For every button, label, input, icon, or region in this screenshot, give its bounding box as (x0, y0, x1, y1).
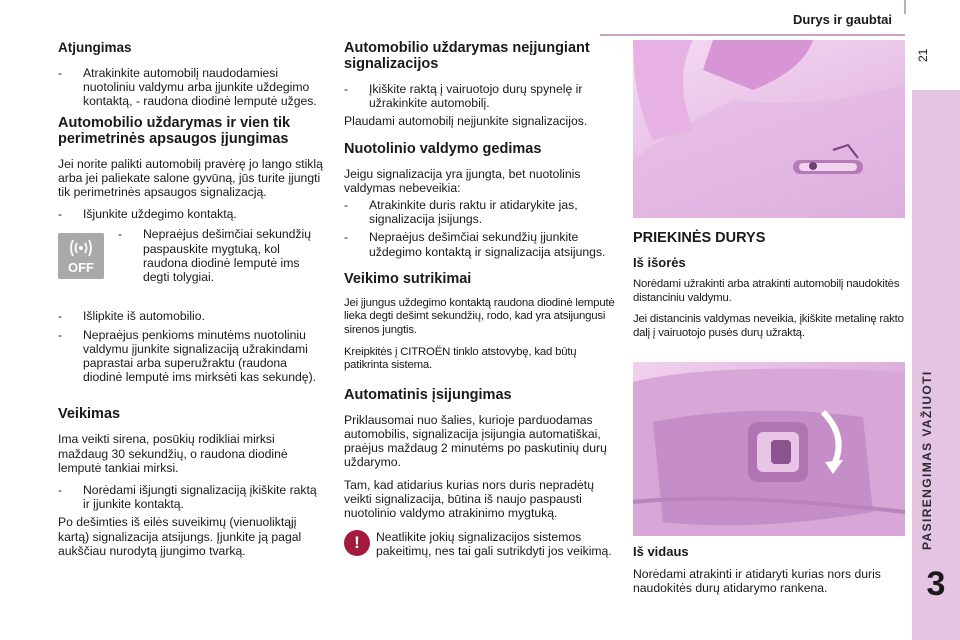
chapter-number: 3 (926, 565, 946, 603)
section-title-perimetrine: Automobilio uždarymas ir vien tik perimetrinės apsaugos įjungimas (58, 114, 291, 147)
warning-icon: ! (344, 530, 370, 556)
section-title-veikimas: Veikimas (58, 406, 121, 423)
section-title-automatinis: Automatinis įsijungimas (344, 386, 512, 403)
alarm-off-button-icon (58, 233, 104, 279)
section-title-priekines: PRIEKINĖS DURYS (633, 230, 766, 246)
section-title-uzdarymas: Automobilio uždarymas neįjungiant signalizacijos (344, 40, 590, 72)
paragraph: Jeigu signalizacija yra įjungta, bet nuotolinis valdymas nebeveikia: (344, 166, 581, 195)
car-door-interior-illustration (633, 362, 905, 536)
paragraph: Kreipkitės į CITROËN tinklo atstovybę, kad būtų patikrinta sistema. (344, 345, 577, 372)
paragraph: Jei įjungus uždegimo kontaktą raudona diodinė lemputė lieka degti dešimt sekundžių, rodo, kad yra atsijungusi sirenos jungtis. (344, 296, 615, 337)
section-title-nuotolinio: Nuotolinio valdymo gedimas (344, 140, 542, 157)
warning-note (344, 530, 619, 558)
paragraph: Jei norite palikti automobilį pravėrę jo lango stiklą arba jei paliekate salone gyvūną, jūs turite įjungti tik perimetrinės apsaugos signalizacją. (58, 156, 323, 200)
list-item: - Įkiškite raktą į vairuotojo durų spynelę ir užrakinkite automobilį. (344, 82, 619, 110)
chapter-side-tab: PASIRENGIMAS VAŽIUOTI (912, 90, 960, 640)
header-tick (904, 0, 906, 14)
paragraph: Priklausomai nuo šalies, kurioje parduodamas automobilis, signalizacija įsijungia automatiškai, praėjus maždaug 2 minutėms po paskutinių durų uždarymo. (344, 412, 607, 470)
list-item: - Norėdami išjungti signalizaciją įkiškite raktą ir įjunkite kontaktą. (58, 483, 326, 511)
column-left (58, 40, 326, 566)
list-item: - Atrakinkite automobilį naudodamiesi nuotoliniu valdymu arba įjunkite uždegimo kontaktą, - raudona diodinė lemputė užges. (58, 66, 326, 109)
paragraph: Tam, kad atidarius kurias nors duris nepradėtų veikti signalizacija, būtina iš naujo paspausti nuotolinio valdymo atrakinimo mygtuką. (344, 477, 594, 521)
list-item: - Nepraėjus penkioms minutėms nuotoliniu valdymu įjunkite signalizaciją užrakindami paprastai arba superužraktu (raudona diodinė lemputė ims mirksėti kas sekundę). (58, 328, 326, 385)
warning-text: Neatlikite jokių signalizacijos sistemos pakeitimų, nes tai gali sutrikdyti jos veikimą. (376, 530, 612, 559)
list-item: - Nepraėjus dešimčiai sekundžių įjunkite uždegimo kontaktą ir signalizacija atsijungs. (344, 230, 619, 258)
off-button-instruction (58, 227, 326, 301)
door-handle-interior-image (633, 362, 905, 536)
paragraph: Norėdami užrakinti arba atrakinti automobilį naudokitės distanciniu valdymu. (633, 278, 900, 304)
list-item: - Išjunkite uždegimo kontaktą. (58, 207, 326, 221)
list-item: - Atrakinkite duris raktu ir atidarykite jas, signalizacija įsijungs. (344, 198, 619, 226)
list-item: - Išlipkite iš automobilio. (58, 309, 326, 323)
column-right-bottom (633, 545, 905, 604)
paragraph: Jei distancinis valdymas neveikia, įkiškite metalinę rakto dalį į vairuotojo pusės durų užraktą. (633, 313, 904, 339)
off-label: OFF (68, 260, 94, 276)
subsection-title-isores: Iš išorės (633, 255, 686, 270)
page-number: 21 (916, 48, 930, 62)
section-title-sutrikimai: Veikimo sutrikimai (344, 270, 472, 287)
door-handle-exterior-image (633, 40, 905, 218)
section-title-atjungimas: Atjungimas (58, 40, 132, 55)
column-middle (344, 40, 619, 559)
paragraph: Norėdami atrakinti ir atidaryti kurias nors duris naudokitės durų atidarymo rankena. (633, 567, 881, 596)
page-header (0, 0, 960, 36)
header-rule (600, 34, 905, 36)
paragraph: Po dešimties iš eilės suveikimų (vienuoliktąjį kartą) signalizacija atsijungs. Įjunkite ją pagal aukščiau nurodytą įjungimo tvarką. (58, 515, 302, 558)
header-title: Durys ir gaubtai (793, 12, 892, 27)
column-right (633, 230, 905, 349)
subsection-title-vidaus: Iš vidaus (633, 544, 689, 559)
car-door-exterior-illustration (633, 40, 905, 218)
signal-waves-icon (68, 239, 94, 257)
paragraph: Ima veikti sirena, posūkių rodikliai mirksi maždaug 30 sekundžių, o raudona diodinė lemputė tankiai mirksi. (58, 432, 288, 475)
paragraph: Plaudami automobilį neįjunkite signalizacijos. (344, 114, 588, 129)
list-item: - Nepraėjus dešimčiai sekundžių paspauskite mygtuką, kol raudona diodinė lemputė ims degti tolygiai. (118, 227, 326, 284)
